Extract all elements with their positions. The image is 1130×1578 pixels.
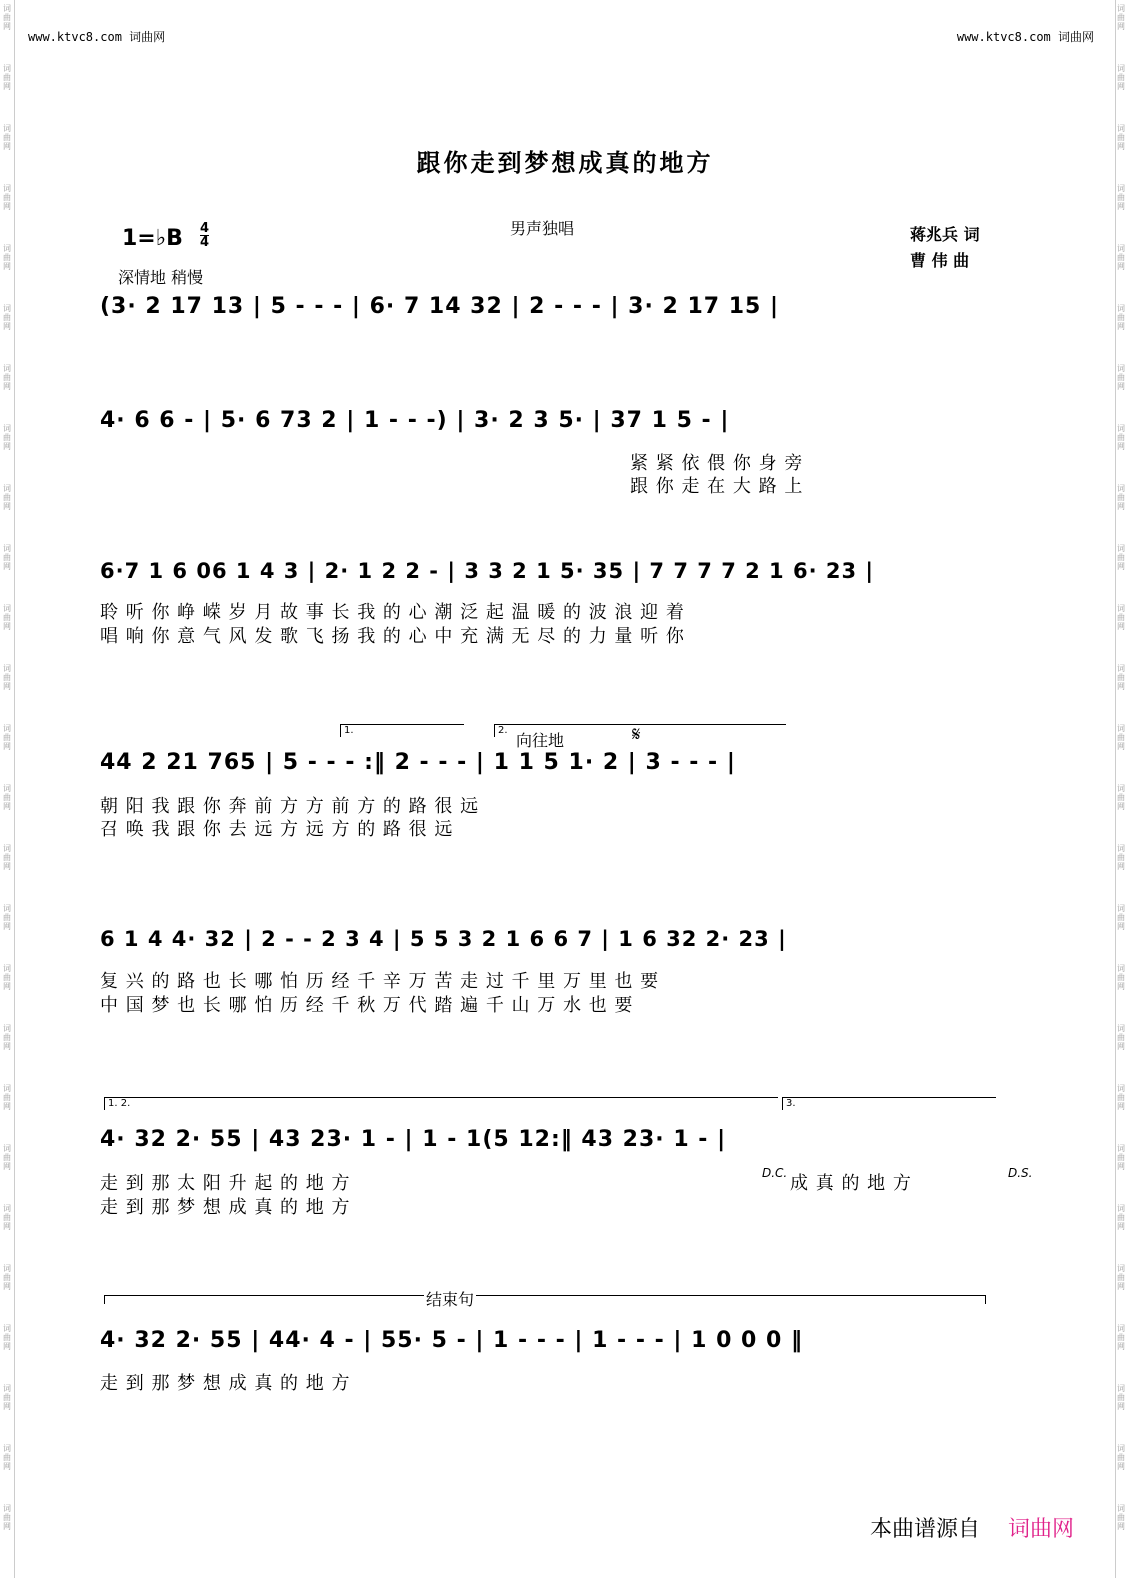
watermark-text: 词 曲 网 xyxy=(3,184,11,211)
watermark-text: 词 曲 网 xyxy=(1117,304,1125,331)
watermark-text: 词 曲 网 xyxy=(3,1444,11,1471)
system-6-lyrics-verse-2: 走 到 那 梦 想 成 真 的 地 方 xyxy=(100,1197,351,1218)
watermark-text: 词 曲 网 xyxy=(3,1204,11,1231)
watermark-text: 词 曲 网 xyxy=(3,844,11,871)
watermark-text: 词 曲 网 xyxy=(3,244,11,271)
system-4-notes: 44 2 21 765 | 5 - - - :‖ 2 - - - | 1 1 5 1· 2 | 3 - - - | xyxy=(100,750,736,775)
watermark-text: 词 曲 网 xyxy=(3,784,11,811)
watermark-text: 词 曲 网 xyxy=(1117,784,1125,811)
watermark-text: 词 曲 网 xyxy=(1117,664,1125,691)
watermark-text: 词 曲 网 xyxy=(3,1084,11,1111)
expression-marking: 向往地 xyxy=(516,731,565,750)
watermark-text: 词 曲 网 xyxy=(3,1264,11,1291)
header-site-right[interactable]: www.ktvc8.com 词曲网 xyxy=(956,30,1094,44)
system-4-lyrics-verse-2: 召 唤 我 跟 你 去 远 方 远 方 的 路 很 远 xyxy=(100,819,454,840)
watermark-text: 词 曲 网 xyxy=(3,64,11,91)
watermark-text: 词 曲 网 xyxy=(1117,124,1125,151)
volta-3-label: 3. xyxy=(786,1098,796,1109)
volta-2-label: 2. xyxy=(498,725,508,736)
ending-label: 结束句 xyxy=(424,1287,476,1310)
segno-sign: 𝄋 xyxy=(632,722,641,746)
watermark-text: 词 曲 网 xyxy=(3,1024,11,1051)
time-signature-top: 4 xyxy=(200,221,210,236)
watermark-text: 词 曲 网 xyxy=(3,1384,11,1411)
footer-source-label: 本曲谱源自 xyxy=(870,1517,981,1542)
watermark-text: 词 曲 网 xyxy=(1117,1444,1125,1471)
watermark-text: 词 曲 网 xyxy=(1117,424,1125,451)
volta-3-bracket xyxy=(782,1097,996,1110)
watermark-text: 词 曲 网 xyxy=(1117,184,1125,211)
system-5-lyrics-verse-2: 中 国 梦 也 长 哪 怕 历 经 千 秋 万 代 踏 遍 千 山 万 水 也 要 xyxy=(100,995,634,1016)
watermark-text: 词 曲 网 xyxy=(3,904,11,931)
system-2-notes: 4· 6 6 - | 5· 6 73 2 | 1 - - -) | 3· 2 3 5· | 37 1 5 - | xyxy=(100,408,730,433)
watermark-text: 词 曲 网 xyxy=(1117,64,1125,91)
watermark-text: 词 曲 网 xyxy=(1117,244,1125,271)
watermark-text: 词 曲 网 xyxy=(3,304,11,331)
watermark-text: 词 曲 网 xyxy=(1117,4,1125,31)
system-7-lyrics: 走 到 那 梦 想 成 真 的 地 方 xyxy=(100,1373,351,1394)
system-3-lyrics-verse-1: 聆 听 你 峥 嵘 岁 月 故 事 长 我 的 心 潮 泛 起 温 暖 的 波 浪 迎 着 xyxy=(100,602,685,623)
key-signature: 1=♭B xyxy=(122,226,183,251)
system-3-lyrics-verse-2: 唱 响 你 意 气 风 发 歌 飞 扬 我 的 心 中 充 满 无 尽 的 力 量 听 你 xyxy=(100,626,685,647)
watermark-text: 词 曲 网 xyxy=(1117,484,1125,511)
watermark-text: 词 曲 网 xyxy=(1117,604,1125,631)
watermark-text: 词 曲 网 xyxy=(1117,964,1125,991)
watermark-text: 词 曲 网 xyxy=(3,604,11,631)
watermark-text: 词 曲 网 xyxy=(3,124,11,151)
ending-bracket xyxy=(104,1295,986,1304)
system-1-notes: (3· 2 17 13 | 5 - - - | 6· 7 14 32 | 2 - - - | 3· 2 17 15 | xyxy=(100,294,780,319)
system-6-notes: 4· 32 2· 55 | 43 23· 1 - | 1 - 1(5 12:‖ 43 23· 1 - | xyxy=(100,1127,727,1152)
watermark-text: 词 曲 网 xyxy=(1117,1324,1125,1351)
song-title: 跟你走到梦想成真的地方 xyxy=(416,149,714,177)
watermark-text: 词 曲 网 xyxy=(3,4,11,31)
performance-type: 男声独唱 xyxy=(510,219,575,238)
watermark-text: 词 曲 网 xyxy=(1117,1384,1125,1411)
system-4-lyrics-verse-1: 朝 阳 我 跟 你 奔 前 方 方 前 方 的 路 很 远 xyxy=(100,796,480,817)
watermark-text: 词 曲 网 xyxy=(3,1324,11,1351)
watermark-text: 词 曲 网 xyxy=(1117,544,1125,571)
watermark-text: 词 曲 网 xyxy=(1117,724,1125,751)
watermark-text: 词 曲 网 xyxy=(1117,1024,1125,1051)
time-signature-bottom: 4 xyxy=(200,235,210,250)
watermark-text: 词 曲 网 xyxy=(3,364,11,391)
watermark-text: 词 曲 网 xyxy=(1117,1144,1125,1171)
volta-1-bracket xyxy=(340,724,464,737)
composer-credit: 曹 伟 曲 xyxy=(910,251,970,270)
tempo-marking: 深情地 稍慢 xyxy=(118,268,204,287)
da-capo-mark: D.C. xyxy=(762,1166,788,1180)
watermark-text: 词 曲 网 xyxy=(1117,1084,1125,1111)
watermark-text: 词 曲 网 xyxy=(3,544,11,571)
watermark-text: 词 曲 网 xyxy=(3,484,11,511)
system-6-lyrics-verse-1: 走 到 那 太 阳 升 起 的 地 方 xyxy=(100,1173,351,1194)
system-2-lyrics-verse-2: 跟 你 走 在 大 路 上 xyxy=(630,476,804,497)
system-5-lyrics-verse-1: 复 兴 的 路 也 长 哪 怕 历 经 千 辛 万 苦 走 过 千 里 万 里 也 要 xyxy=(100,971,660,992)
watermark-text: 词 曲 网 xyxy=(3,964,11,991)
system-3-notes: 6·7 1 6 06 1 4 3 | 2· 1 2 2 - | 3 3 2 1 5· 35 | 7 7 7 7 2 1 6· 23 | xyxy=(100,559,875,583)
watermark-text: 词 曲 网 xyxy=(3,664,11,691)
system-6-lyrics-volta-3: 成 真 的 地 方 xyxy=(790,1173,912,1194)
time-signature xyxy=(200,222,209,249)
watermark-text: 词 曲 网 xyxy=(1117,364,1125,391)
volta-1-2-bracket xyxy=(104,1097,778,1110)
system-2-lyrics-verse-1: 紧 紧 依 偎 你 身 旁 xyxy=(630,453,804,474)
watermark-text: 词 曲 网 xyxy=(3,1504,11,1531)
dal-segno-mark: D.S. xyxy=(1008,1166,1033,1180)
system-5-notes: 6 1 4 4· 32 | 2 - - 2 3 4 | 5 5 3 2 1 6 6 7 | 1 6 32 2· 23 | xyxy=(100,927,787,951)
system-7-notes: 4· 32 2· 55 | 44· 4 - | 55· 5 - | 1 - - - | 1 - - - | 1 0 0 0 ‖ xyxy=(100,1328,803,1353)
watermark-text: 词 曲 网 xyxy=(1117,1204,1125,1231)
footer-source-brand[interactable]: 词曲网 xyxy=(1008,1517,1075,1542)
watermark-text: 词 曲 网 xyxy=(1117,1504,1125,1531)
watermark-text: 词 曲 网 xyxy=(1117,844,1125,871)
watermark-text: 词 曲 网 xyxy=(1117,1264,1125,1291)
watermark-text: 词 曲 网 xyxy=(3,424,11,451)
lyricist-credit: 蒋兆兵 词 xyxy=(910,225,980,244)
header-site-left[interactable]: www.ktvc8.com 词曲网 xyxy=(28,30,166,44)
volta-1-label: 1. xyxy=(344,725,354,736)
watermark-text: 词 曲 网 xyxy=(3,724,11,751)
volta-1-2-label: 1. 2. xyxy=(108,1098,131,1109)
watermark-text: 词 曲 网 xyxy=(1117,904,1125,931)
watermark-text: 词 曲 网 xyxy=(3,1144,11,1171)
